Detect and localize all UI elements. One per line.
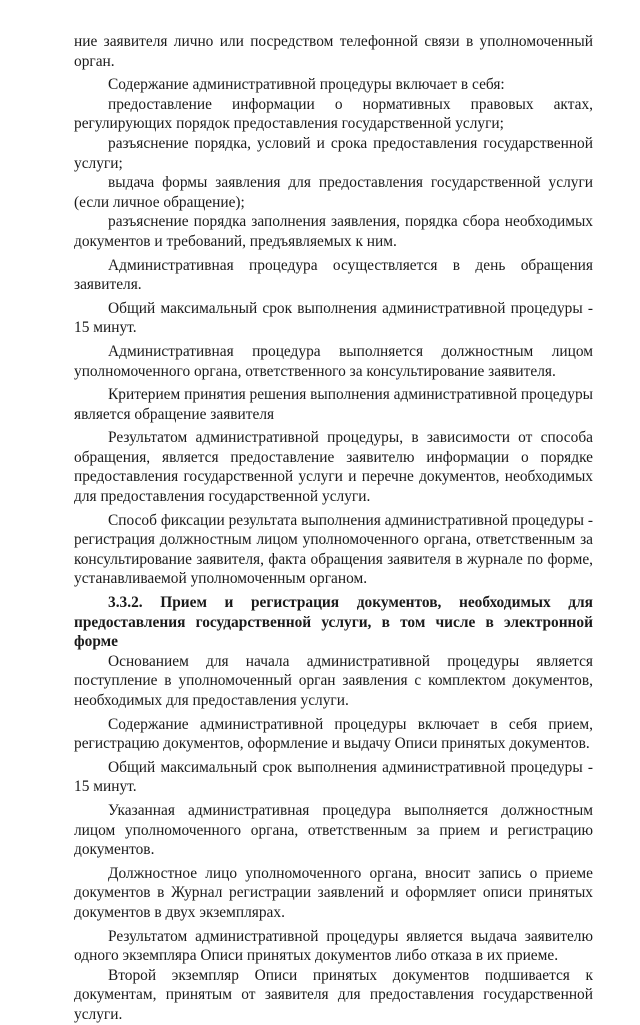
paragraph-second-copy: Второй экземпляр Описи принятых документов подшивается к документам, принятым от заявителя для предоставления государственной услуги.	[74, 966, 593, 1023]
paragraph-max-term-2: Общий максимальный срок выполнения административной процедуры - 15 минут.	[74, 758, 593, 796]
paragraph-content-reception: Содержание административной процедуры включает в себя прием, регистрацию документов, оформление и выдачу Описи принятых документов.	[74, 715, 593, 753]
list-item-explanation: разъяснение порядка, условий и срока предоставления государственной услуги;	[74, 134, 593, 172]
paragraph-continuation: ние заявителя лично или посредством телефонной связи в уполномоченный орган.	[74, 33, 593, 70]
paragraph-executor-2: Указанная административная процедура выполняется должностным лицом уполномоченного органа, ответственным за прием и регистрацию документов.	[74, 801, 593, 859]
paragraph-fixation-method: Способ фиксации результата выполнения административной процедуры - регистрация должностным лицом уполномоченного органа, ответственным за консультирование заявителя, факта обращения заявителя в журнале по форме, устанавливаемой уполномоченным органом.	[74, 511, 593, 588]
paragraph-result: Результатом административной процедуры, в зависимости от способа обращения, является предоставление заявителю информации о порядке предоставления государственной услуги и перечне документов, необходимых для предоставления государственной услуги.	[74, 429, 593, 506]
paragraph-procedure-content: Содержание административной процедуры включает в себя:	[108, 76, 505, 94]
list-item-fill-order: разъяснение порядка заполнения заявления, порядка сбора необходимых документов и требований, предъявляемых к ним.	[74, 213, 593, 250]
section-heading-3-3-2: 3.3.2. Прием и регистрация документов, необходимых для предоставления государственной услуги, в том числе в электронной форме	[74, 594, 593, 651]
list-item-information: предоставление информации о нормативных правовых актах, регулирующих порядок предоставления государственной услуги;	[74, 95, 593, 133]
list-item-form-issue: выдача формы заявления для предоставления государственной услуги (если личное обращение);	[74, 174, 593, 211]
paragraph-max-term: Общий максимальный срок выполнения административной процедуры - 15 минут.	[74, 299, 593, 337]
paragraph-procedure-day: Административная процедура осуществляется в день обращения заявителя.	[74, 256, 593, 294]
paragraph-basis: Основанием для начала административной процедуры является поступление в уполномоченный орган заявления с комплектом документов, необходимых для предоставления услуги.	[74, 652, 593, 709]
paragraph-result-2: Результатом административной процедуры является выдача заявителю одного экземпляра Описи принятых документов либо отказа в их приеме.	[74, 927, 593, 965]
document-page	[74, 32, 593, 1025]
paragraph-decision-criteria: Критерием принятия решения выполнения административной процедуры является обращение заявителя	[74, 386, 593, 423]
paragraph-journal-record: Должностное лицо уполномоченного органа, вносит запись о приеме документов в Журнал регистрации заявлений и оформляет описи принятых документов в двух экземплярах.	[74, 864, 593, 921]
paragraph-executor: Административная процедура выполняется должностным лицом уполномоченного органа, ответственного за консультирование заявителя.	[74, 342, 593, 380]
